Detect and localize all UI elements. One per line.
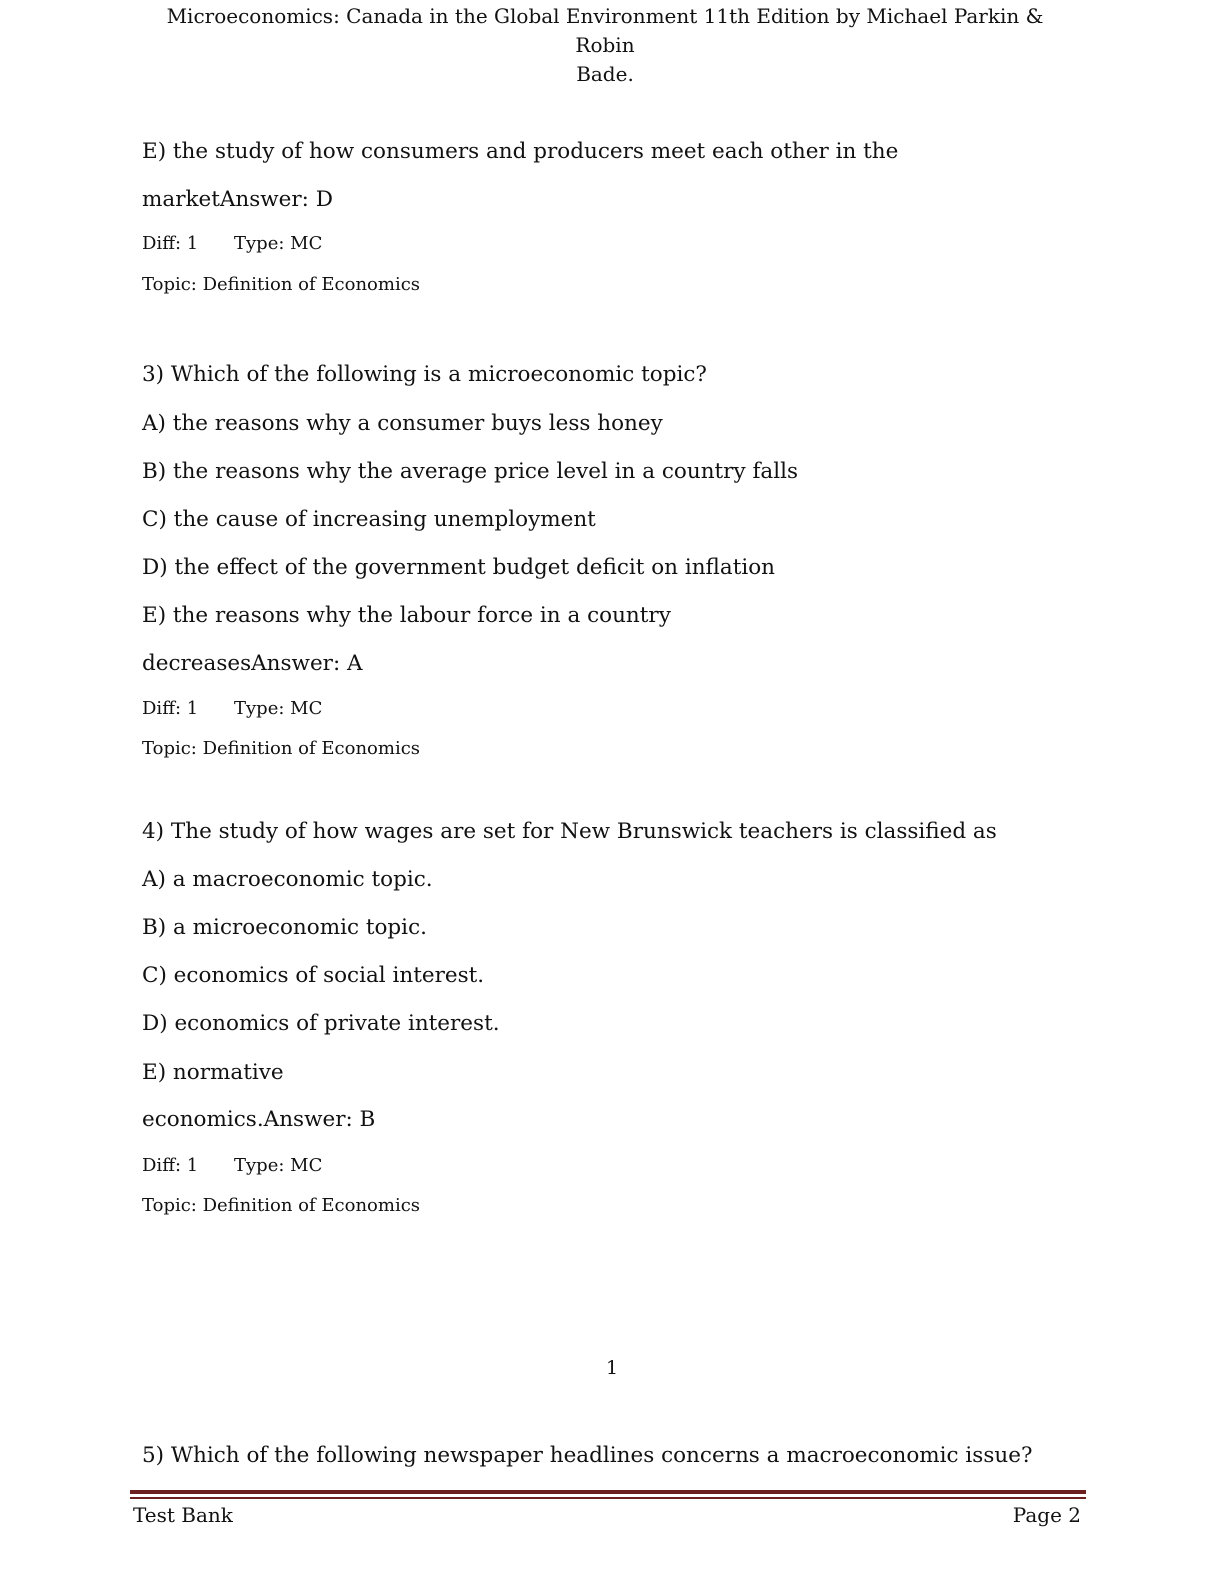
q4-option-e-answer: economics.Answer: B <box>142 1107 376 1132</box>
q3-option-a: A) the reasons why a consumer buys less honey <box>142 411 663 436</box>
q4-topic: Topic: Definition of Economics <box>142 1195 421 1216</box>
q3-question: 3) Which of the following is a microeconomic topic? <box>142 362 707 387</box>
document-header <box>150 2 1060 89</box>
q3-topic: Topic: Definition of Economics <box>142 738 421 759</box>
q2-type: Type: MC <box>234 233 323 254</box>
q2-diff: Diff: 1 <box>142 233 199 254</box>
q4-option-d: D) economics of private interest. <box>142 1011 500 1036</box>
q3-option-c: C) the cause of increasing unemployment <box>142 507 596 532</box>
q3-option-b: B) the reasons why the average price level in a country falls <box>142 459 799 484</box>
q4-question: 4) The study of how wages are set for New Brunswick teachers is classified as <box>142 819 997 844</box>
footer-page-label: Page 2 <box>1012 1503 1081 1527</box>
q4-meta <box>142 1154 323 1178</box>
q2-topic: Topic: Definition of Economics <box>142 274 421 295</box>
header-title-line-2: Bade. <box>576 62 634 86</box>
q3-option-e-answer: decreasesAnswer: A <box>142 651 363 676</box>
q4-option-c: C) economics of social interest. <box>142 963 485 988</box>
footer-left-text: Test Bank <box>133 1503 233 1527</box>
q5-question: 5) Which of the following newspaper headlines concerns a macroeconomic issue? <box>142 1443 1033 1468</box>
q4-option-a: A) a macroeconomic topic. <box>142 867 433 892</box>
q3-type: Type: MC <box>234 698 323 719</box>
q3-option-d: D) the effect of the government budget deficit on inflation <box>142 555 776 580</box>
q4-option-e: E) normative <box>142 1060 284 1085</box>
q2-meta <box>142 232 323 256</box>
q2-option-e: E) the study of how consumers and producers meet each other in the <box>142 139 899 164</box>
q3-option-e: E) the reasons why the labour force in a country <box>142 603 671 628</box>
q4-option-b: B) a microeconomic topic. <box>142 915 427 940</box>
q3-meta <box>142 697 323 721</box>
page-number: 1 <box>605 1357 619 1379</box>
footer-rule-thick <box>130 1490 1086 1494</box>
q2-option-e-answer: marketAnswer: D <box>142 187 334 212</box>
q3-diff: Diff: 1 <box>142 698 199 719</box>
footer-rule-thin <box>130 1497 1086 1499</box>
q4-type: Type: MC <box>234 1155 323 1176</box>
header-title-line-1: Microeconomics: Canada in the Global Environment 11th Edition by Michael Parkin & Robin <box>166 4 1044 57</box>
q4-diff: Diff: 1 <box>142 1155 199 1176</box>
